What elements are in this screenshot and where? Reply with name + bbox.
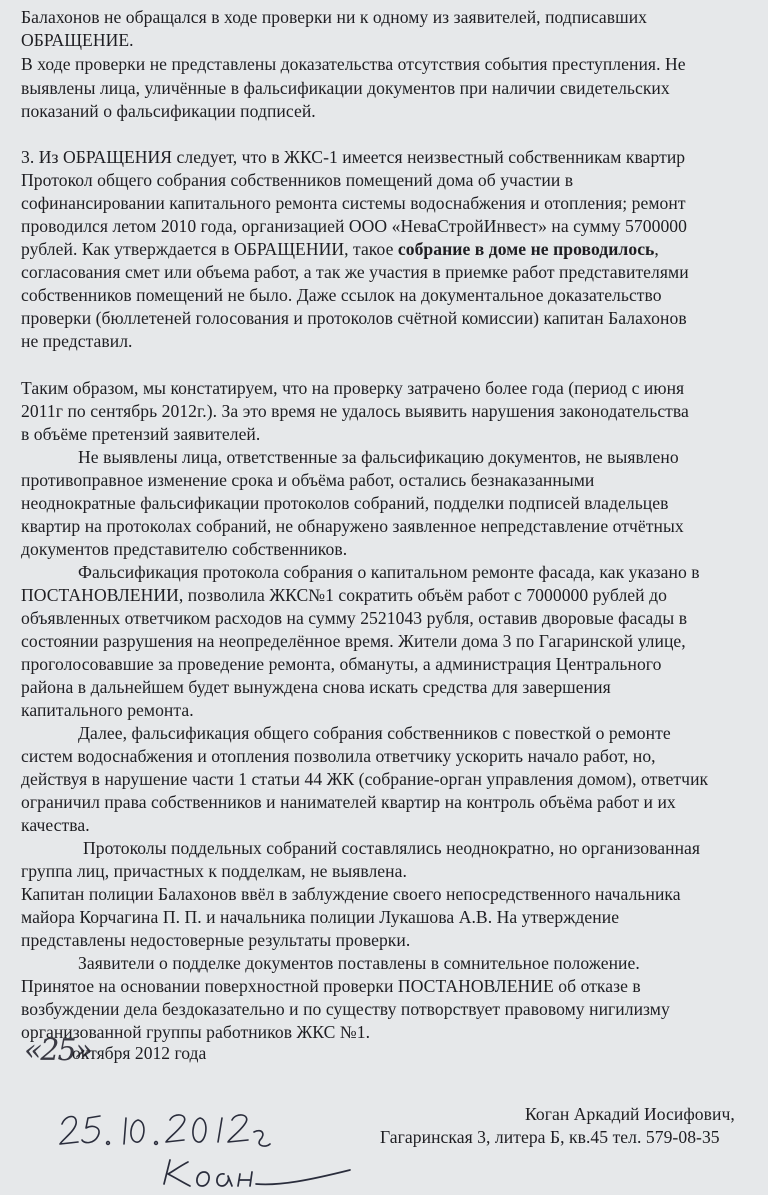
text-line: выявлены лица, уличённые в фальсификации документов при наличии свидетельских [21, 78, 670, 98]
text-line: софинансировании капитального ремонта системы водоснабжения и отопления; ремонт [21, 193, 686, 213]
text-line: систем водоснабжения и отопления позволила ответчику ускорить начало работ, но, [21, 746, 656, 766]
handwritten-signature [160, 1140, 360, 1195]
signature-name: Коган Аркадий Иосифович, [525, 1104, 735, 1124]
text-line: неоднократные фальсификации протоколов собраний, подделки подписей владельцев [21, 493, 669, 513]
text-line: документов представителю собственников. [21, 539, 348, 559]
text-segment: , [654, 239, 659, 259]
text-line: в объёме претензий заявителей. [21, 424, 261, 444]
text-line: 3. Из ОБРАЩЕНИЯ следует, что в ЖКС-1 имеется неизвестный собственникам квартир [21, 147, 686, 167]
text-line: Капитан полиции Балахонов ввёл в заблуждение своего непосредственного начальника [21, 884, 681, 904]
text-line: В ходе проверки не представлены доказательства отсутствия события преступления. Не [21, 54, 686, 74]
text-line: квартир на протоколах собраний, не обнаружено заявленное непредставление отчётных [21, 516, 684, 536]
text-line: Таким образом, мы констатируем, что на проверку затрачено более года (период с июня [21, 378, 685, 398]
text-line: организованной группы работников ЖКС №1. [21, 1022, 371, 1042]
text-line: проголосовавшие за проведение ремонта, обмануты, а администрация Центрального [21, 654, 662, 674]
text-line: 2011г по сентябрь 2012г.). За это время не удалось выявить нарушения законодательства [21, 401, 689, 421]
text-line: противоправное изменение срока и объёма работ, остались безнаказанными [21, 470, 595, 490]
text-line: не представил. [21, 331, 133, 351]
text-line: Заявители о подделке документов поставлены в сомнительное положение. [78, 953, 640, 973]
text-line: группа лиц, причастных к подделкам, не выявлена. [21, 861, 407, 881]
text-line: ОБРАЩЕНИЕ. [21, 30, 134, 50]
text-line: майора Корчагина П. П. и начальника полиции Лукашова А.В. На утверждение [21, 907, 620, 927]
text-line: объявленных ответчиком расходов на сумму 2521043 рубля, оставив дворовые фасады в [21, 608, 688, 628]
text-line: показаний о фальсификации подписей. [21, 101, 316, 121]
text-line: Балахонов не обращался в ходе проверки ни к одному из заявителей, подписавших [21, 7, 648, 27]
text-line: Фальсификация протокола собрания о капитальном ремонте фасада, как указано в [78, 562, 700, 582]
text-line: Далее, фальсификация общего собрания собственников с повесткой о ремонте [78, 723, 671, 743]
text-line: капитального ремонта. [21, 700, 194, 720]
text-line: действуя в нарушение части 1 статьи 44 ЖК (собрание-орган управления домом), ответчик [21, 769, 709, 789]
text-line: Протоколы поддельных собраний составлялись неоднократно, но организованная [83, 838, 701, 858]
text-line: представлены недостоверные результаты проверки. [21, 930, 411, 950]
text-line: проводился летом 2010 года, организацией ООО «НеваСтройИнвест» на сумму 5700000 [21, 216, 687, 236]
text-segment: рублей. Как утверждается в ОБРАЩЕНИИ, такое [21, 239, 398, 259]
text-line: согласования смет или объема работ, а так же участия в приемке работ представителями [21, 262, 689, 282]
signature-address: Гагаринская 3, литера Б, кв.45 тел. 579-08-35 [380, 1127, 720, 1147]
text-line: состоянии разрушения на неопределённое время. Жители дома 3 по Гагаринской улице, [21, 631, 686, 651]
text-line: района в дальнейшем будет вынуждена снова искать средства для завершения [21, 677, 611, 697]
text-line: проверки (бюллетеней голосования и протоколов счётной комиссии) капитан Балахонов [21, 308, 687, 328]
text-line: Принятое на основании поверхностной проверки ПОСТАНОВЛЕНИЕ об отказе в [21, 976, 641, 996]
text-line: качества. [21, 815, 90, 835]
text-line: собственников помещений не было. Даже ссылок на документальное доказательство [21, 285, 662, 305]
document-date [24, 1033, 264, 1079]
text-line: Не выявлены лица, ответственные за фальсификацию документов, не выявлено [78, 447, 679, 467]
text-line: Протокол общего собрания собственников помещений дома об участии в [21, 170, 574, 190]
text-line: ограничил права собственников и нанимателей квартир на контроль объёма работ и их [21, 792, 676, 812]
bold-phrase: собрание в доме не проводилось [397, 239, 655, 259]
text-line [21, 239, 659, 260]
date-text: октября 2012 года [72, 1043, 207, 1063]
text-line: ПОСТАНОВЛЕНИИ, позволила ЖКС№1 сократить объём работ с 7000000 рублей до [21, 585, 667, 605]
text-line: возбуждении дела бездоказательно и по существу потворствует правовому нигилизму [21, 999, 670, 1019]
handwritten-day: «25» [24, 1033, 91, 1068]
